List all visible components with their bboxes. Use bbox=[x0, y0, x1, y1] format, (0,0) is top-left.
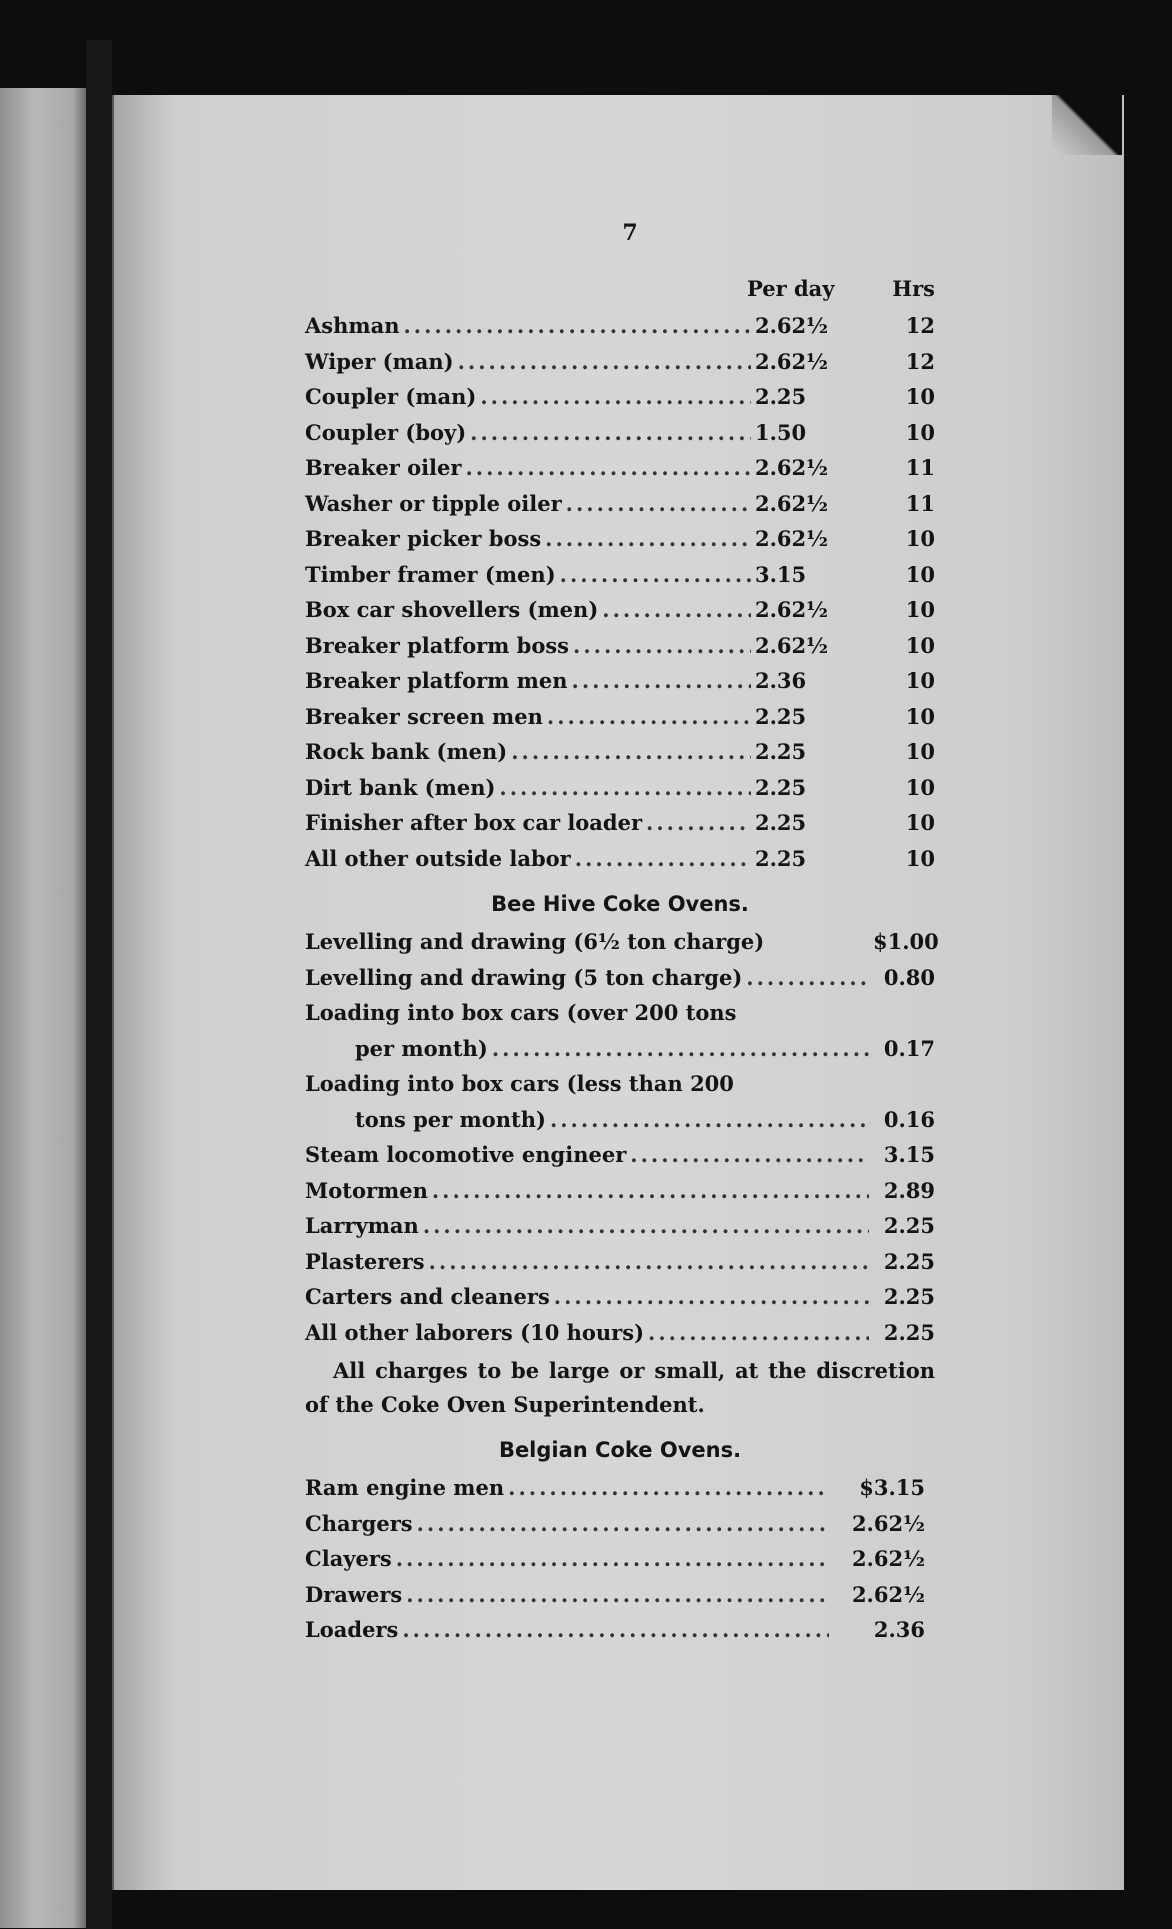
leader-dots bbox=[746, 960, 869, 996]
rate-value: 0.80 bbox=[883, 964, 935, 990]
leader-dots bbox=[470, 415, 751, 451]
rate-label: per month) bbox=[355, 1035, 488, 1061]
rate-label: Coupler (boy) bbox=[305, 419, 467, 445]
leader-dots bbox=[429, 1244, 869, 1280]
rate-value: 2.25 bbox=[883, 1213, 935, 1238]
table-row bbox=[305, 1541, 925, 1577]
hours-value: 10 bbox=[905, 845, 935, 871]
table-row bbox=[305, 1612, 925, 1648]
rate-label: Loading into box cars (over 200 tons bbox=[305, 1000, 737, 1025]
table-row bbox=[305, 1470, 925, 1506]
rate-label: Breaker screen men bbox=[305, 703, 543, 729]
leader-dots bbox=[573, 628, 751, 664]
rate-value: 3.15 bbox=[755, 561, 807, 587]
rate-value: 2.25 bbox=[755, 703, 807, 729]
leader-dots bbox=[423, 1208, 869, 1244]
hours-value: 10 bbox=[905, 774, 935, 800]
rate-label: Larryman bbox=[305, 1213, 419, 1238]
table-row bbox=[305, 924, 939, 960]
table-row bbox=[305, 557, 935, 593]
hours-value: 10 bbox=[905, 597, 935, 622]
hours-value: 10 bbox=[905, 419, 935, 445]
table-row bbox=[305, 308, 935, 344]
rate-label: Wiper (man) bbox=[305, 348, 454, 374]
rate-label: Breaker picker boss bbox=[305, 526, 542, 551]
hours-value: 10 bbox=[905, 561, 935, 587]
leader-dots bbox=[575, 841, 751, 877]
table-row bbox=[305, 1506, 925, 1542]
facing-page-edge bbox=[0, 88, 86, 1928]
rate-value: 2.62½ bbox=[755, 490, 829, 516]
leader-dots bbox=[492, 1031, 869, 1067]
rate-value: 2.36 bbox=[873, 1617, 925, 1642]
rate-value: 2.62½ bbox=[755, 455, 829, 480]
column-header bbox=[305, 276, 935, 308]
table-row bbox=[305, 663, 935, 699]
table-row bbox=[305, 841, 935, 877]
hours-value: 11 bbox=[905, 455, 935, 480]
hours-value: 10 bbox=[905, 632, 935, 658]
leader-dots bbox=[630, 1137, 869, 1173]
rate-label: Motormen bbox=[305, 1177, 428, 1203]
rate-value: 2.25 bbox=[883, 1319, 935, 1345]
hours-value: 10 bbox=[905, 810, 935, 835]
rate-value: 0.17 bbox=[883, 1035, 935, 1061]
rate-label: Washer or tipple oiler bbox=[305, 490, 562, 516]
leader-dots bbox=[648, 1315, 869, 1351]
table-row bbox=[305, 1315, 935, 1351]
leader-dots bbox=[646, 805, 751, 841]
leader-dots bbox=[602, 592, 751, 628]
table-row bbox=[305, 1173, 935, 1209]
table-row bbox=[305, 486, 935, 522]
table-row bbox=[305, 995, 935, 1031]
table-row bbox=[305, 1066, 935, 1102]
table-row bbox=[305, 1244, 935, 1280]
table-row bbox=[305, 521, 935, 557]
rate-label: Loading into box cars (less than 200 bbox=[305, 1071, 734, 1096]
hours-value: 10 bbox=[905, 703, 935, 729]
rate-value: 2.36 bbox=[755, 668, 807, 693]
rate-value: 2.62½ bbox=[851, 1510, 925, 1536]
rate-value: 2.25 bbox=[755, 774, 807, 800]
belgian-rates-table bbox=[305, 1470, 925, 1648]
page-corner bbox=[1052, 95, 1122, 155]
leader-dots bbox=[465, 450, 751, 486]
table-row bbox=[305, 415, 935, 451]
hours-value: 11 bbox=[905, 490, 935, 516]
leader-dots bbox=[406, 1577, 829, 1613]
bee-hive-rates-table bbox=[305, 924, 939, 1350]
hours-value: 12 bbox=[905, 348, 935, 374]
rate-value: 2.62½ bbox=[755, 597, 829, 622]
rate-value: 2.62½ bbox=[755, 632, 829, 658]
rate-value: $1.00 bbox=[873, 929, 939, 954]
leader-dots bbox=[554, 1279, 869, 1315]
hours-value: 10 bbox=[905, 384, 935, 409]
rate-label: tons per month) bbox=[355, 1106, 546, 1132]
table-row bbox=[305, 450, 935, 486]
table-row bbox=[305, 1102, 935, 1138]
rate-value: 3.15 bbox=[883, 1142, 935, 1167]
table-row bbox=[305, 628, 935, 664]
rate-label: Breaker platform boss bbox=[305, 632, 570, 658]
belgian-title: Belgian Coke Ovens. bbox=[498, 1438, 742, 1462]
rate-label: Plasterers bbox=[305, 1248, 425, 1274]
rate-label: Coupler (man) bbox=[305, 384, 477, 409]
table-row bbox=[305, 699, 935, 735]
table-row bbox=[305, 1208, 935, 1244]
table-row bbox=[305, 770, 935, 806]
rate-value: $3.15 bbox=[859, 1475, 925, 1500]
leader-dots bbox=[566, 486, 751, 522]
rate-value: 2.25 bbox=[883, 1284, 935, 1309]
hours-value: 10 bbox=[905, 526, 935, 551]
rate-label: Ram engine men bbox=[305, 1475, 505, 1500]
per-day-header: Per day bbox=[747, 276, 835, 301]
rate-label: Breaker platform men bbox=[305, 668, 568, 693]
rate-value: 2.25 bbox=[755, 810, 807, 835]
leader-dots bbox=[432, 1173, 869, 1209]
rate-label: Carters and cleaners bbox=[305, 1284, 550, 1309]
rate-label: Clayers bbox=[305, 1546, 392, 1571]
rate-label: Dirt bank (men) bbox=[305, 774, 496, 800]
table-row bbox=[305, 344, 935, 380]
table-row bbox=[305, 1137, 935, 1173]
table-row bbox=[305, 960, 935, 996]
rate-value: 2.62½ bbox=[851, 1546, 925, 1571]
rate-label: Finisher after box car loader bbox=[305, 810, 643, 835]
leader-dots bbox=[560, 557, 751, 593]
rate-label: Box car shovellers (men) bbox=[305, 597, 599, 622]
leader-dots bbox=[511, 734, 751, 770]
hours-value: 12 bbox=[905, 313, 935, 338]
table-row bbox=[305, 1279, 935, 1315]
rate-label: Ashman bbox=[305, 313, 400, 338]
rate-value: 2.25 bbox=[883, 1248, 935, 1274]
rate-value: 1.50 bbox=[755, 419, 807, 445]
rate-value: 2.89 bbox=[883, 1177, 935, 1203]
leader-dots bbox=[402, 1612, 829, 1648]
rate-label: Drawers bbox=[305, 1581, 403, 1607]
rate-value: 2.25 bbox=[755, 739, 807, 764]
leader-dots bbox=[550, 1102, 869, 1138]
page-number: 7 bbox=[622, 220, 638, 246]
leader-dots bbox=[396, 1541, 829, 1577]
rate-value: 2.25 bbox=[755, 384, 807, 409]
rate-value: 2.62½ bbox=[755, 313, 829, 338]
hours-value: 10 bbox=[905, 739, 935, 764]
table-row bbox=[305, 734, 935, 770]
rate-label: All other outside labor bbox=[305, 845, 571, 871]
rate-label: Timber framer (men) bbox=[305, 561, 556, 587]
rate-label: Loaders bbox=[305, 1617, 399, 1642]
table-row bbox=[305, 592, 935, 628]
leader-dots bbox=[572, 663, 751, 699]
page-content bbox=[305, 220, 939, 1648]
outside-rates-table bbox=[305, 308, 935, 876]
hours-header: Hrs bbox=[892, 276, 935, 301]
rate-value: 2.25 bbox=[755, 845, 807, 871]
rate-label: Chargers bbox=[305, 1510, 413, 1536]
bee-hive-title: Bee Hive Coke Ovens. bbox=[491, 892, 749, 916]
rate-label: Rock bank (men) bbox=[305, 739, 508, 764]
leader-dots bbox=[480, 379, 751, 415]
rate-value: 2.62½ bbox=[755, 526, 829, 551]
rate-value: 0.16 bbox=[883, 1106, 935, 1132]
table-row bbox=[305, 379, 935, 415]
leader-dots bbox=[545, 521, 751, 557]
rate-label: Breaker oiler bbox=[305, 455, 462, 480]
leader-dots bbox=[403, 308, 751, 344]
leader-dots bbox=[499, 770, 751, 806]
rate-value: 2.62½ bbox=[851, 1581, 925, 1607]
rate-value: 2.62½ bbox=[755, 348, 829, 374]
table-row bbox=[305, 1031, 935, 1067]
table-row bbox=[305, 1577, 925, 1613]
rate-label: Levelling and drawing (6½ ton charge) bbox=[305, 929, 765, 954]
rate-label: Steam locomotive engineer bbox=[305, 1142, 627, 1167]
hours-value: 10 bbox=[905, 668, 935, 693]
rate-label: All other laborers (10 hours) bbox=[305, 1319, 645, 1345]
leader-dots bbox=[458, 344, 751, 380]
leader-dots bbox=[508, 1470, 829, 1506]
leader-dots bbox=[417, 1506, 829, 1542]
leader-dots bbox=[547, 699, 751, 735]
book-gutter bbox=[86, 40, 112, 1929]
discretion-note: All charges to be large or small, at the discretion of the Coke Oven Superintendent. bbox=[305, 1358, 935, 1417]
rate-label: Levelling and drawing (5 ton charge) bbox=[305, 964, 743, 990]
table-row bbox=[305, 805, 935, 841]
